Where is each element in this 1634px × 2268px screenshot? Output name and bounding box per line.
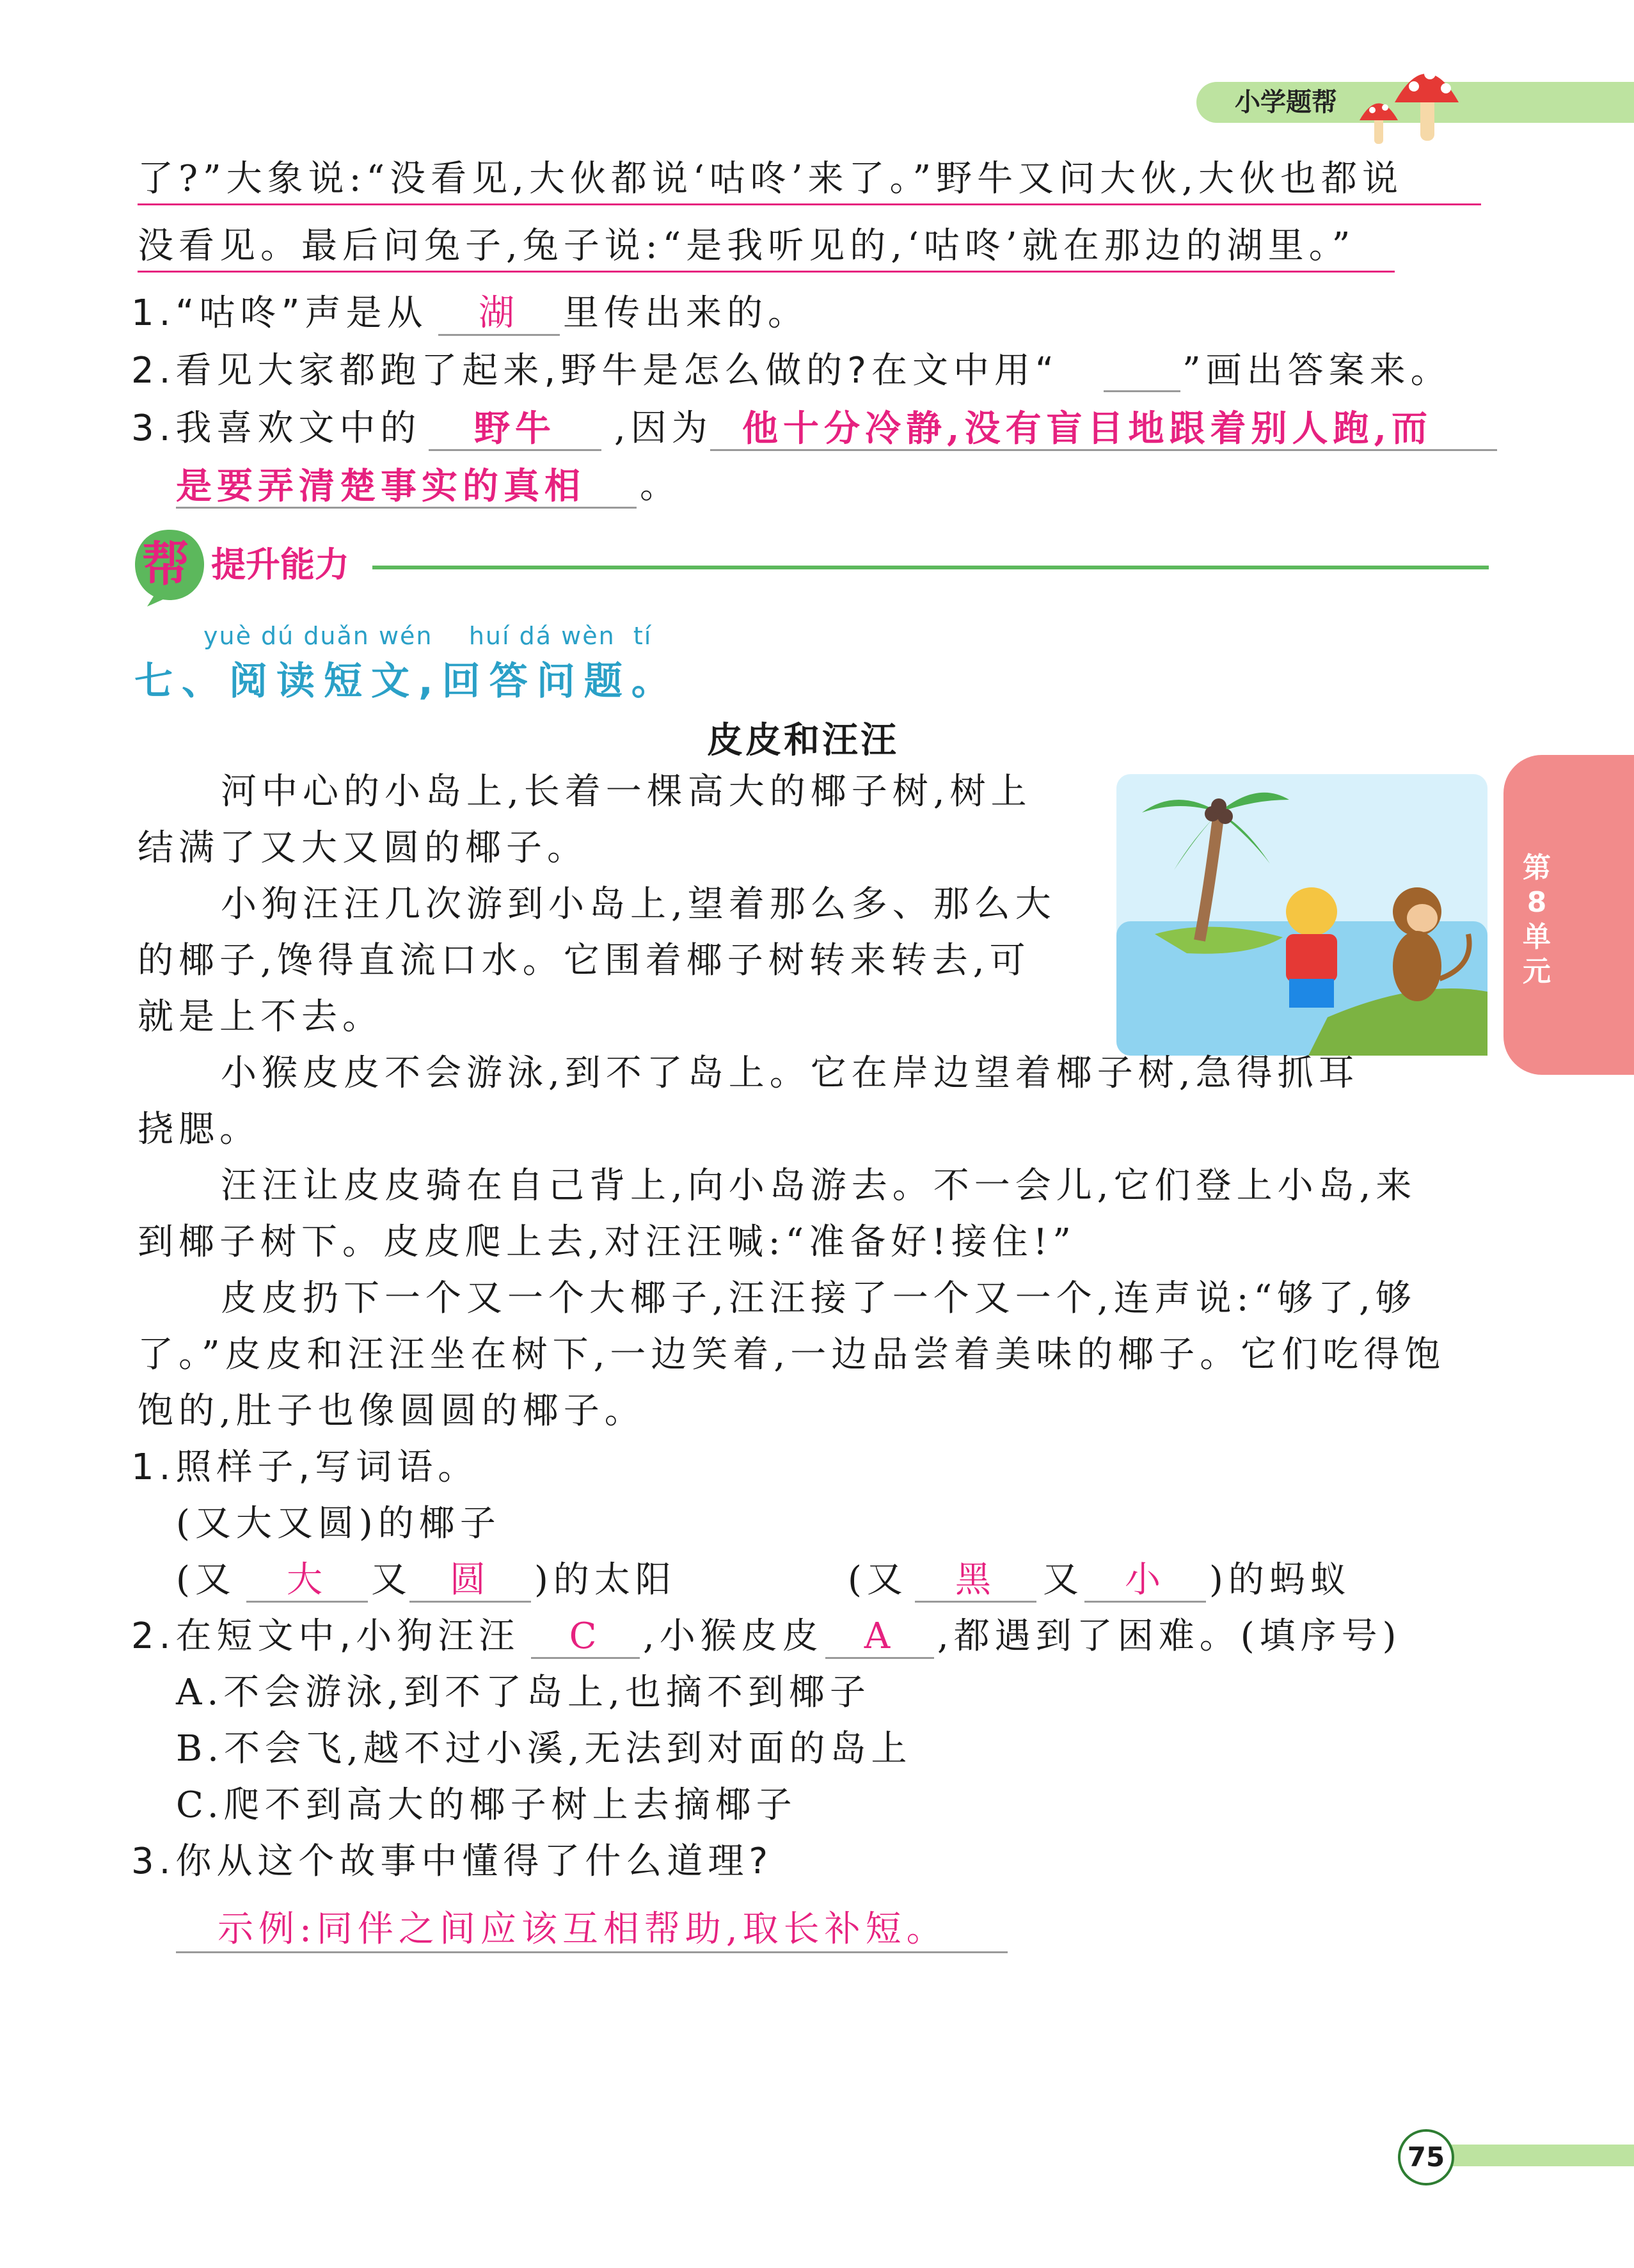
answer-text: C xyxy=(569,1615,602,1657)
example-text: (又大又圆)的椰子 xyxy=(176,1503,501,1544)
unit-tab-label: 第 8 单 元 xyxy=(1523,852,1551,988)
story-line: 挠腮。 xyxy=(138,1109,260,1150)
footer-bar xyxy=(1433,2145,1634,2166)
brand-label: 小学题帮 xyxy=(1235,88,1337,117)
passage-line: 没看见。最后问兔子,兔子说:“是我听见的,‘咕咚’就在那边的湖里。” xyxy=(138,225,1356,267)
answer-text: 圆 xyxy=(450,1559,491,1601)
heading-pinyin: yuè dú duǎn wén huí dá wèn tí xyxy=(203,622,653,650)
question-text: ,因为 xyxy=(614,408,713,449)
passage-underline xyxy=(138,271,1395,273)
question-text: 3.我喜欢文中的 xyxy=(131,408,422,449)
answer-text: 示例:同伴之间应该互相帮助,取长补短。 xyxy=(218,1908,948,1950)
story-line: 汪汪让皮皮骑在自己背上,向小岛游去。不一会儿,它们登上小岛,来 xyxy=(221,1165,1417,1207)
banner-title: 提升能力 xyxy=(211,544,349,585)
passage-underline xyxy=(138,203,1481,205)
story-line: 到椰子树下。皮皮爬上去,对汪汪喊:“准备好!接住!” xyxy=(138,1221,1076,1263)
story-line: 河中心的小岛上,长着一棵高大的椰子树,树上 xyxy=(221,771,1032,813)
answer-text: 他十分冷静,没有盲目地跟着别人跑,而 xyxy=(742,408,1432,450)
story-illustration xyxy=(1116,774,1487,1056)
answer-text: 黑 xyxy=(955,1559,996,1601)
question-text: (又 xyxy=(176,1559,236,1601)
question-text: 又 xyxy=(371,1559,412,1601)
page-number: 75 xyxy=(1398,2129,1454,2185)
story-title: 皮皮和汪汪 xyxy=(707,720,899,761)
answer-text: 湖 xyxy=(479,292,520,334)
section-heading: 七、阅读短文,回答问题。 xyxy=(134,659,679,704)
question-text: ”画出答案来。 xyxy=(1182,350,1452,392)
question-text: 2.在短文中,小狗汪汪 xyxy=(131,1615,520,1657)
question-text: (又 xyxy=(848,1559,908,1601)
story-line: 的椰子,馋得直流口水。它围着椰子树转来转去,可 xyxy=(138,940,1031,981)
option-text: B.不会飞,越不过小溪,无法到对面的岛上 xyxy=(176,1728,912,1770)
story-line: 小狗汪汪几次游到小岛上,望着那么多、那么大 xyxy=(221,884,1056,925)
question-text: 1.“咕咚”声是从 xyxy=(131,292,428,334)
answer-blank xyxy=(1104,390,1180,392)
question-text: 。 xyxy=(640,465,681,507)
story-line: 皮皮扔下一个又一个大椰子,汪汪接了一个又一个,连声说:“够了,够 xyxy=(221,1278,1416,1319)
answer-text: 大 xyxy=(287,1559,328,1601)
answer-text: 野牛 xyxy=(474,408,556,450)
story-line: 了。”皮皮和汪汪坐在树下,一边笑着,一边品尝着美味的椰子。它们吃得饱 xyxy=(138,1334,1446,1376)
question-text: ,都遇到了困难。(填序号) xyxy=(937,1615,1402,1657)
question-text: )的太阳 xyxy=(534,1559,676,1601)
banner-badge: 帮 xyxy=(142,537,189,592)
story-line: 结满了又大又圆的椰子。 xyxy=(138,827,588,869)
story-line: 就是上不去。 xyxy=(138,996,383,1038)
question-text: 里传出来的。 xyxy=(563,292,809,334)
story-line: 小猴皮皮不会游泳,到不了岛上。它在岸边望着椰子树,急得抓耳 xyxy=(221,1052,1360,1094)
question-text: 又 xyxy=(1043,1559,1084,1601)
passage-line: 了?”大象说:“没看见,大伙都说‘咕咚’来了。”野牛又问大伙,大伙也都说 xyxy=(138,158,1403,200)
question-text: 2.看见大家都跑了起来,野牛是怎么做的?在文中用“ xyxy=(131,350,1059,392)
option-text: A.不会游泳,到不了岛上,也摘不到椰子 xyxy=(176,1672,871,1713)
question-text: 3.你从这个故事中懂得了什么道理? xyxy=(131,1841,773,1882)
option-text: C.爬不到高大的椰子树上去摘椰子 xyxy=(176,1784,797,1826)
banner-line xyxy=(372,566,1489,569)
answer-text: 小 xyxy=(1125,1559,1166,1601)
answer-text: 是要弄清楚事实的真相 xyxy=(176,465,585,507)
question-text: 1.照样子,写词语。 xyxy=(131,1447,479,1488)
answer-text: A xyxy=(864,1615,896,1657)
story-line: 饱的,肚子也像圆圆的椰子。 xyxy=(138,1390,646,1432)
question-text: ,小猴皮皮 xyxy=(643,1615,823,1657)
question-text: )的蚂蚁 xyxy=(1209,1559,1351,1601)
mushroom-icon xyxy=(1350,51,1465,147)
